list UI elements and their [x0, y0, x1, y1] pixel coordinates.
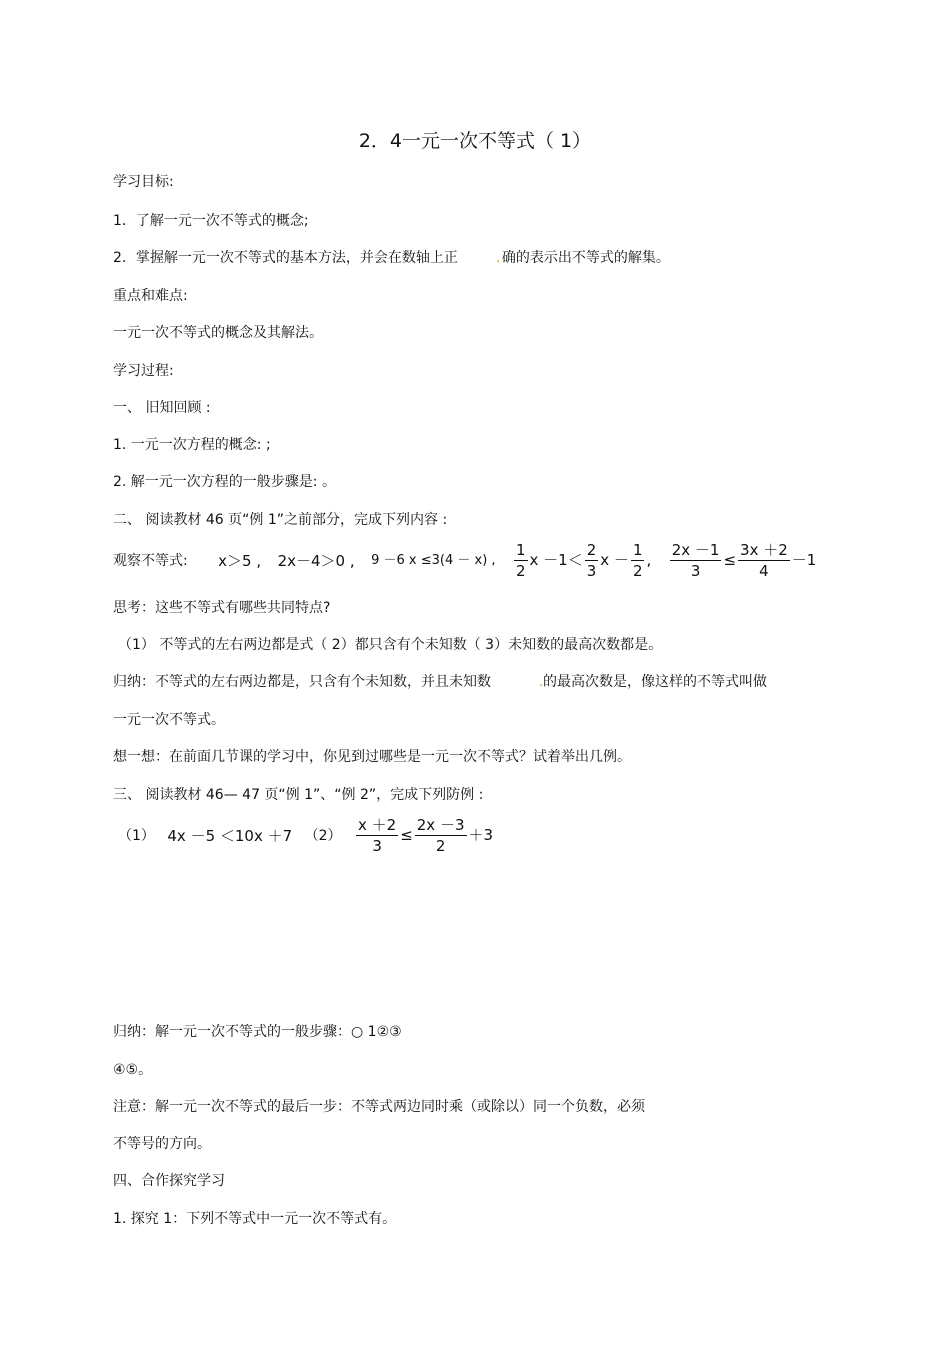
blank-gap: . — [539, 674, 544, 690]
fraction — [670, 540, 722, 581]
induction — [113, 672, 767, 692]
observe-inequalities — [113, 540, 828, 581]
section-2-heading: 二、 阅读教材 46 页“例 1”之前部分，完成下列内容 : — [113, 512, 448, 528]
section-1-heading: 一、 旧知回顾 : — [113, 400, 211, 416]
note: 注意：解一元一次不等式的最后一步：不等式两边同时乘（或除以）同一个负数，必须 — [113, 1099, 645, 1115]
denominator: 2 — [435, 837, 446, 855]
objectives-heading: 学习目标: — [113, 174, 174, 190]
inequality-a: x＞5 , — [218, 551, 262, 570]
expression-text: ＋3 — [468, 826, 494, 844]
objective-1: 1．了解一元一次不等式的概念; — [113, 213, 309, 229]
fraction — [738, 540, 790, 581]
explore-1: 1. 探究 1：下列不等式中一元一次不等式有。 — [113, 1211, 397, 1227]
expression-text: x －1＜ — [529, 551, 583, 569]
inequality-c: 9 －6 x ≤3(4 － x) , — [371, 552, 496, 568]
note-continued: 不等号的方向。 — [113, 1136, 211, 1152]
section-1-question-2: 2. 解一元一次方程的一般步骤是: 。 — [113, 474, 336, 490]
page-title: 2．4一元一次不等式（ 1） — [358, 130, 592, 152]
numerator: 2x －3 — [416, 816, 465, 834]
example-2-inequality — [354, 815, 493, 856]
fraction — [356, 815, 398, 856]
blank-gap: . — [495, 250, 501, 266]
denominator: 2 — [515, 562, 526, 580]
objective-2 — [113, 248, 670, 268]
example-2-label: （2） — [304, 827, 342, 844]
denominator: 3 — [372, 837, 382, 855]
inequality-d — [512, 540, 651, 581]
examples — [118, 815, 505, 856]
induction-part-b: 的最高次数是，像这样的不等式叫做 — [543, 674, 767, 690]
numerator: 2x －1 — [671, 541, 720, 559]
keypoints-heading: 重点和难点: — [113, 288, 188, 304]
process-heading: 学习过程: — [113, 363, 174, 379]
think-question: 思考：这些不等式有哪些共同特点? — [113, 600, 331, 616]
observe-label: 观察不等式: — [113, 552, 188, 569]
numerator: 1 — [515, 541, 526, 559]
fraction — [585, 540, 599, 581]
numerator: x ＋2 — [357, 816, 397, 834]
expression-text: －1 — [791, 551, 817, 569]
numerator: 1 — [632, 541, 643, 559]
numerator: 3x ＋2 — [740, 541, 788, 559]
think-again: 想一想：在前面几节课的学习中，你见到过哪些是一元一次不等式？试着举出几例。 — [113, 749, 631, 765]
section-1-question-1: 1. 一元一次方程的概念: ; — [113, 437, 271, 453]
keypoints-text: 一元一次不等式的概念及其解法。 — [113, 325, 323, 341]
fraction — [415, 815, 467, 856]
objective-2-part-a: 2．掌握解一元一次不等式的基本方法，并会在数轴上正 — [113, 250, 458, 266]
expression-text: ≤ — [723, 551, 737, 569]
inequality-e — [668, 540, 817, 581]
expression-text: , — [646, 551, 652, 569]
fraction — [514, 540, 528, 581]
objective-2-part-b: 确的表示出不等式的解集。 — [501, 250, 670, 266]
induction-continued: 一元一次不等式。 — [113, 712, 225, 728]
denominator: 3 — [586, 562, 597, 580]
section-4-heading: 四、合作探究学习 — [113, 1173, 225, 1189]
example-1-inequality: 4x －5 ＜10x ＋7 — [167, 826, 293, 845]
example-1-label: （1） — [118, 827, 155, 844]
steps-summary: 归纳：解一元一次不等式的一般步骤：○ 1②③ — [113, 1024, 402, 1040]
expression-text: ≤ — [400, 826, 413, 844]
induction-part-a: 归纳：不等式的左右两边都是，只含有个未知数，并且未知数 — [113, 674, 491, 690]
denominator: 3 — [690, 562, 701, 580]
denominator: 4 — [759, 562, 769, 580]
fraction — [631, 540, 645, 581]
section-3-heading: 三、 阅读教材 46— 47 页“例 1”、“例 2”，完成下列防例 : — [113, 787, 484, 803]
numerator: 2 — [586, 541, 597, 559]
steps-summary-continued: ④⑤。 — [113, 1062, 153, 1078]
common-features: （1） 不等式的左右两边都是式（ 2）都只含有个未知数（ 3）未知数的最高次数都是。 — [118, 637, 663, 653]
denominator: 2 — [632, 562, 643, 580]
inequality-b: 2x－4＞0 , — [277, 551, 355, 570]
expression-text: x － — [600, 551, 629, 569]
